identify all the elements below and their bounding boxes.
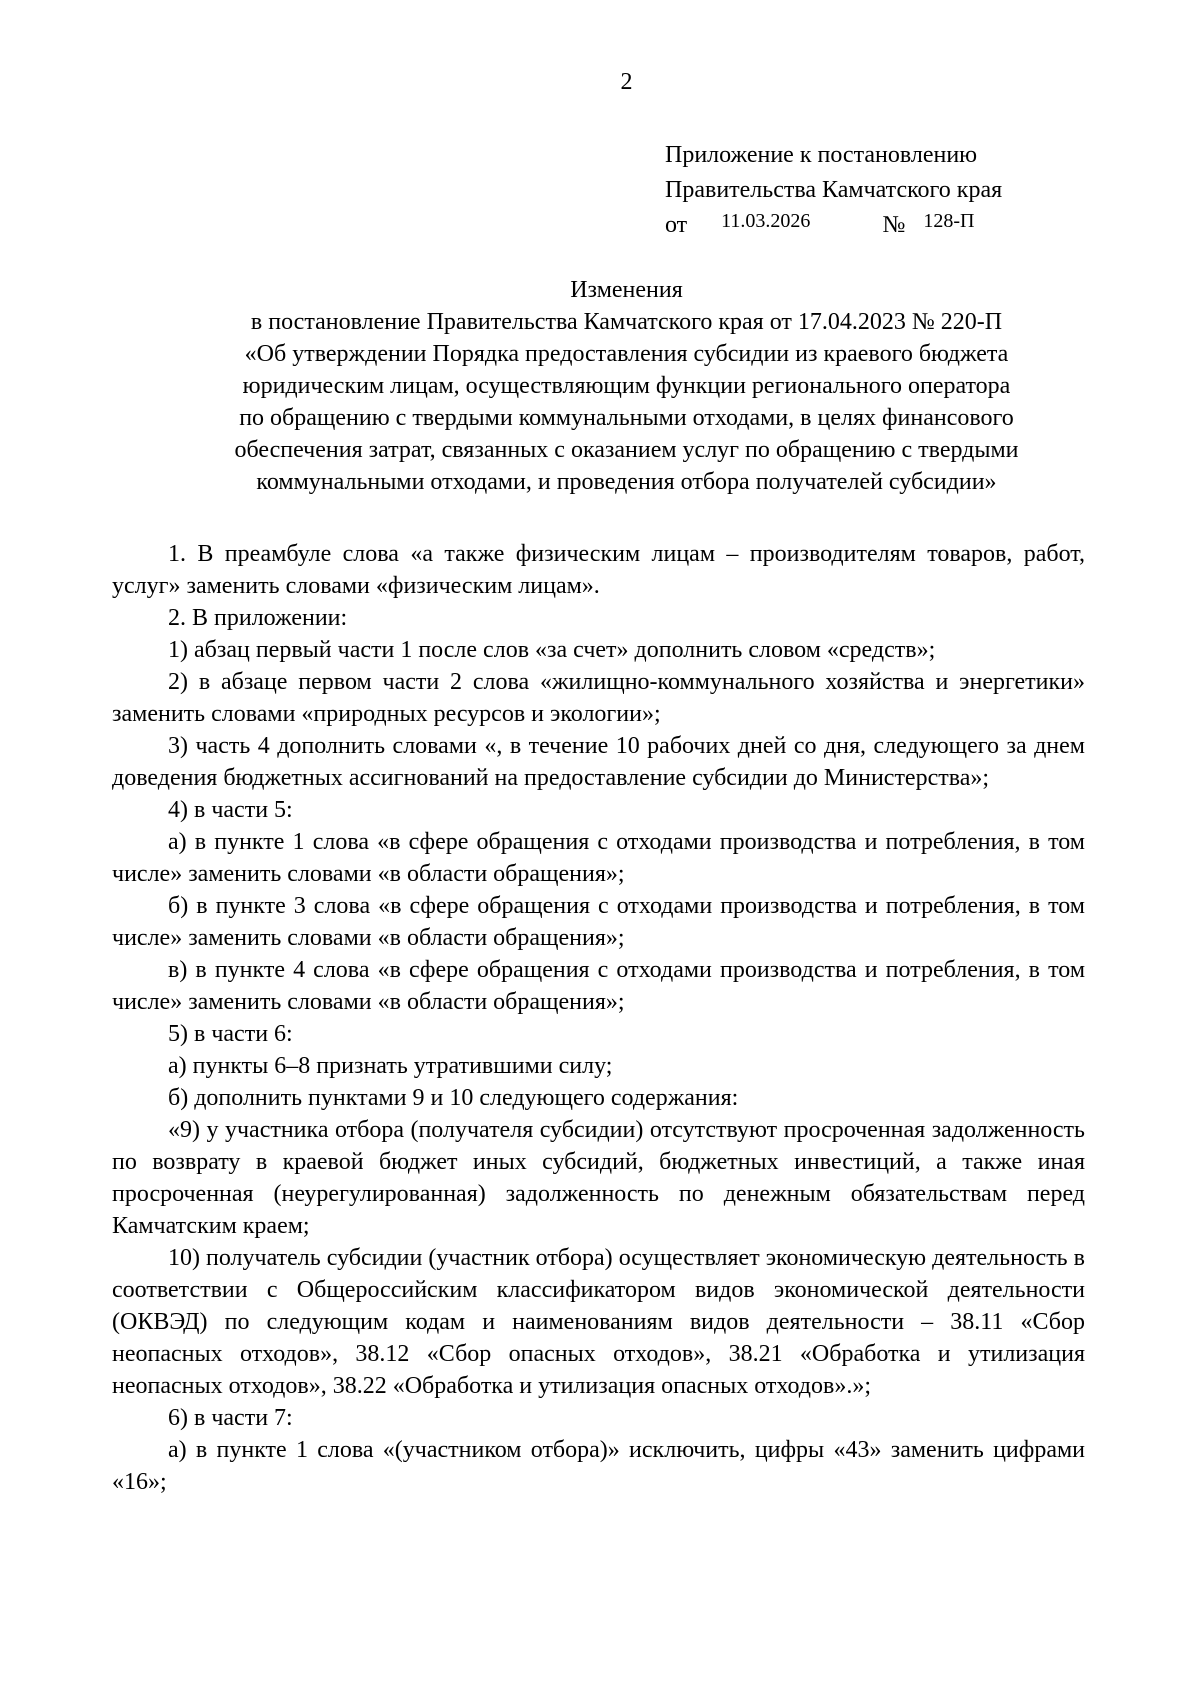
document-subtitle-line: коммунальными отходами, и проведения отбора получателей субсидии» (256, 469, 997, 495)
document-subtitle-line: по обращению с твердыми коммунальными отходами, в целях финансового (239, 405, 1014, 431)
body-paragraph: б) в пункте 3 слова «в сфере обращения с отходами производства и потребления, в том числе» заменить словами «в области обращения»; (112, 893, 1085, 951)
document-subtitle-line: в постановление Правительства Камчатского края от 17.04.2023 № 220-П (250, 309, 1003, 335)
body-paragraph: 1) абзац первый части 1 после слов «за счет» дополнить словом «средств»; (168, 637, 936, 663)
decree-date-value: 11.03.2026 (721, 210, 811, 232)
body-paragraph: 10) получатель субсидии (участник отбора) осуществляет экономическую деятельность в соответствии с Общероссийским классификатором видов экономической деятельности (ОКВЭД) по следующим кодам и наименованиям видов деятельности – 38.11 «Сбор неопасных отходов», 38.12 «Сбор опасных отходов», 38.21 «Обработка и утилизация неопасных отходов», 38.22 «Обработка и утилизация опасных отходов».»; (112, 1245, 1085, 1399)
appendix-reference-line2: Правительства Камчатского края (665, 177, 1003, 203)
body-paragraph: 2) в абзаце первом части 2 слова «жилищно-коммунального хозяйства и энергетики» заменить словами «природных ресурсов и экологии»; (112, 669, 1085, 727)
body-paragraph: 5) в части 6: (168, 1021, 293, 1047)
body-paragraph: 3) часть 4 дополнить словами «, в течение 10 рабочих дней со дня, следующего за днем доведения бюджетных ассигнований на предоставление субсидии до Министерства»; (112, 733, 1085, 791)
body-paragraph: а) пункты 6–8 признать утратившими силу; (168, 1053, 613, 1079)
body-paragraph: а) в пункте 1 слова «в сфере обращения с отходами производства и потребления, в том числе» заменить словами «в области обращения»; (112, 829, 1085, 887)
appendix-reference-line1: Приложение к постановлению (665, 142, 978, 168)
body-paragraph: 4) в части 5: (168, 797, 293, 823)
body-paragraph: 2. В приложении: (168, 605, 348, 631)
document-title-block (112, 274, 1085, 498)
decree-number-sign: № (882, 212, 906, 238)
body-paragraph: а) в пункте 1 слова «(участником отбора)» исключить, цифры «43» заменить цифрами «16»; (112, 1437, 1085, 1495)
body-paragraph: 6) в части 7: (168, 1405, 293, 1431)
decree-number-value: 128-П (923, 210, 975, 232)
appendix-reference-block (665, 138, 1085, 244)
document-subtitle-line: обеспечения затрат, связанных с оказанием услуг по обращению с твердыми (234, 437, 1019, 463)
body-paragraph: в) в пункте 4 слова «в сфере обращения с отходами производства и потребления, в том числе» заменить словами «в области обращения»; (112, 957, 1085, 1015)
document-subtitle (168, 306, 1085, 498)
body-paragraph: 1. В преамбуле слова «а также физическим лицам – производителям товаров, работ, услуг» заменить словами «физическим лицам». (112, 541, 1085, 599)
document-body (112, 538, 1085, 1498)
decree-date-number-line (665, 208, 1085, 244)
document-subtitle-line: «Об утверждении Порядка предоставления субсидии из краевого бюджета (244, 341, 1009, 367)
document-subtitle-line: юридическим лицам, осуществляющим функции регионального оператора (242, 373, 1011, 399)
body-paragraph: б) дополнить пунктами 9 и 10 следующего содержания: (168, 1085, 739, 1111)
decree-date-label: от (665, 212, 688, 238)
page-number: 2 (620, 69, 633, 95)
body-paragraph: «9) у участника отбора (получателя субсидии) отсутствуют просроченная задолженность по возврату в краевой бюджет иных субсидий, бюджетных инвестиций, а также иная просроченная (неурегулированная) задолженность по денежным обязательствам перед Камчатским краем; (112, 1117, 1085, 1239)
document-title-heading: Изменения (570, 277, 683, 303)
